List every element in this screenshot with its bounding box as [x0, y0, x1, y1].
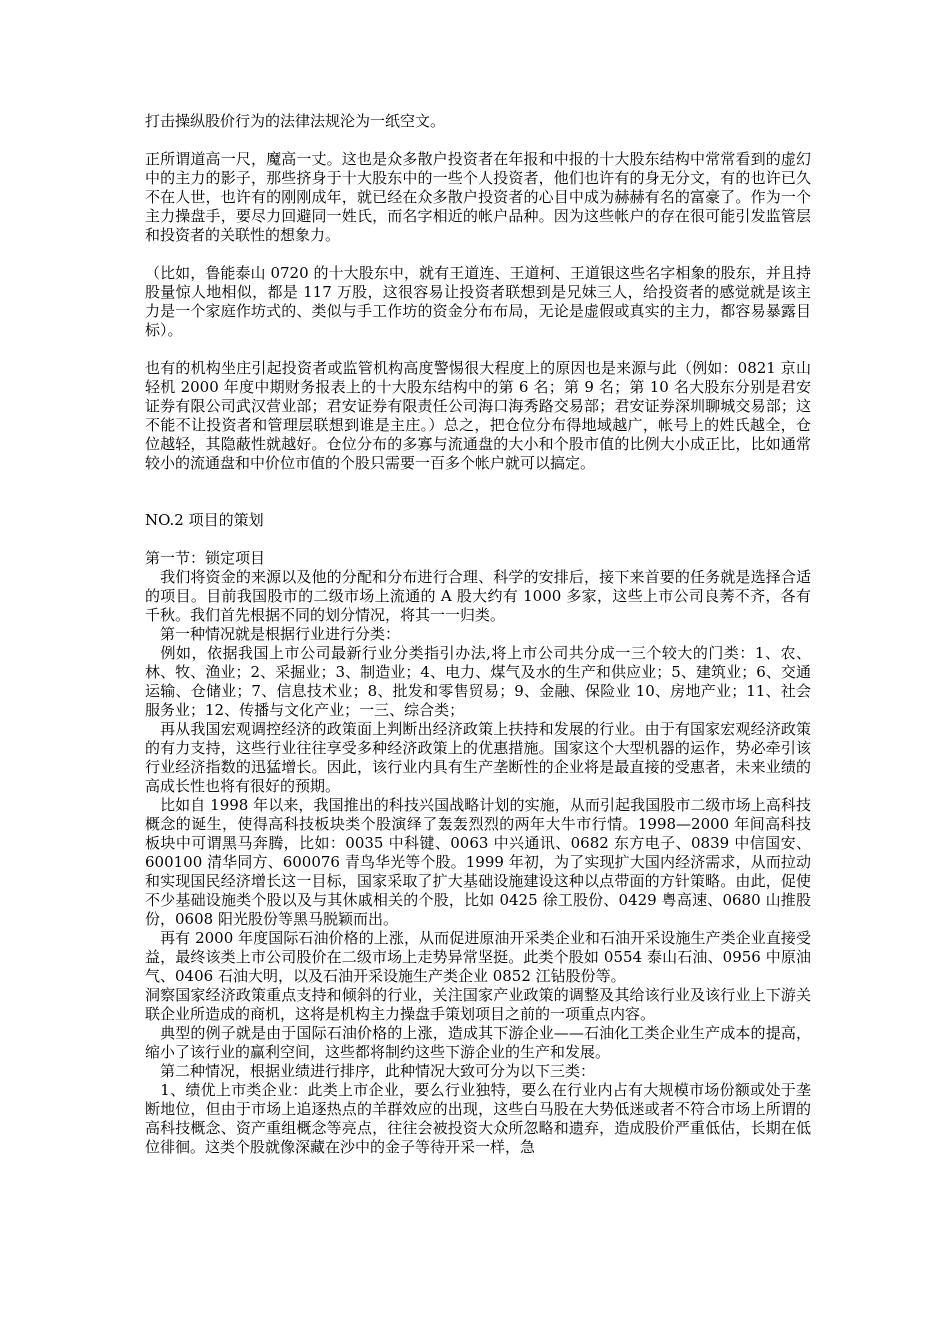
- paragraph-oil-price: 再有 2000 年度国际石油价格的上涨，从而促进原油开采类企业和石油开采设施生产类企业直接受益，最终该类上市公司股价在二级市场上走势异常坚挺。此类个股如 0554 泰山石油、0956 中原油气、0406 石油大明，以及石油开采设施生产类企业 0852 江钻股份等。: [145, 929, 811, 985]
- paragraph-shadow-main-force: 正所谓道高一尺，魔高一丈。这也是众多散户投资者在年报和中报的十大股东结构中常常看到的虚幻中的主力的影子，那些挤身于十大股东中的一些个人投资者，他们也许有的身无分文，有的也许已久不在人世，也许有的刚刚成年，就已经在众多散户投资者的心目中成为赫赫有名的富豪了。作为一个主力操盘手，要尽力回避同一姓氏，而名字相近的帐户品种。因为这些帐户的存在很可能引发监管层和投资者的关联性的想象力。: [145, 150, 811, 244]
- paragraph-intro-line: 打击操纵股价行为的法律法规沦为一纸空文。: [145, 112, 446, 130]
- paragraph-policy-insight: 洞察国家经济政策重点支持和倾斜的行业，关注国家产业政策的调整及其给该行业及该行业上下游关联企业所造成的商机，这将是机构主力操盘手策划项目之前的一项重点内容。: [145, 986, 811, 1023]
- section-heading: NO.2 项目的策划: [145, 511, 264, 529]
- paragraph-industry-classification: 第一种情况就是根据行业进行分类：: [145, 625, 401, 643]
- paragraph-downstream-example: 典型的例子就是由于国际石油价格的上涨，造成其下游企业——石油化工类企业生产成本的提高，缩小了该行业的赢利空间，这些都将制约这些下游企业的生产和发展。: [145, 1024, 811, 1061]
- paragraph-institution-example: 也有的机构坐庄引起投资者或监管机构高度警惕很大程度上的原因也是来源与此（例如：0821 京山轻机 2000 年度中期财务报表上的十大股东结构中的第 6 名；第 9 名；第 10 名大股东分别是君安证券有限公司武汉营业部；君安证券有限责任公司海口海秀路交易部；君安证券深圳聊城交易部；这不能不让投资者和管理层联想到谁是主庄。）总之，把仓位分布得地域越广，帐号上的姓氏越全，仓位越轻，其隐蔽性就越好。仓位分布的多寡与流通盘的大小和个股市值的比例大小成正比，比如通常较小的流通盘和中价位市值的个股只需要一百多个帐户就可以搞定。: [145, 359, 811, 472]
- subsection-heading: 第一节：锁定项目: [145, 549, 266, 567]
- paragraph-macro-policy: 再从我国宏观调控经济的政策面上判断出经济政策上扶持和发展的行业。由于有国家宏观经济政策的有力支持，这些行业往往享受多种经济政策上的优惠措施。国家这个大型机器的运作，势必牵引该行业经济指数的迅猛增长。因此，该行业内具有生产垄断性的企业将是最直接的受惠者，未来业绩的高成长性也将有很好的预期。: [145, 720, 811, 795]
- paragraph-tech-example: 比如自 1998 年以来，我国推出的科技兴国战略计划的实施，从而引起我国股市二级市场上高科技概念的诞生，使得高科技板块类个股演绎了轰轰烈烈的两年大牛市行情。1998—2000 年间高科技板块中可谓黑马奔腾，比如：0035 中科键、0063 中兴通讯、0682 东方电子、0839 中信国安、600100 清华同方、600076 青鸟华光等个股。1999 年初，为了实现扩大国内经济需求，从而拉动和实现国民经济增长这一目标，国家采取了扩大基础设施建设这种以点带面的方针策略。由此，促使不少基础设施类个股以及与其休戚相关的个股，比如 0425 徐工股份、0429 粤高速、0680 山推股份，0608 阳光股份等黑马脱颖而出。: [145, 796, 811, 928]
- paragraph-industry-list: 例如，依据我国上市公司最新行业分类指引办法,将上市公司共分成一三个较大的门类：1、农、林、牧、渔业；2、采掘业；3、制造业；4、电力、煤气及水的生产和供应业；5、建筑业；6、交通运输、仓储业；7、信息技术业；8、批发和零售贸易；9、金融、保险业 10、房地产业；11、社会服务业；12、传播与文化产业；一三、综合类；: [145, 644, 811, 719]
- paragraph-example-luneng: （比如，鲁能泰山 0720 的十大股东中，就有王道连、王道柯、王道银这些名字相象的股东，并且持股量惊人地相似，都是 117 万股，这很容易让投资者联想到是兄妹三人，给投资者的感觉就是该主力是一个家庭作坊式的、类似与手工作坊的资金分布布局，无论是虚假或真实的主力，都容易暴露目标）。: [145, 264, 811, 339]
- document-page: [145, 112, 811, 1157]
- paragraph-choose-project: 我们将资金的来源以及他的分配和分布进行合理、科学的安排后，接下来首要的任务就是选择合适的项目。目前我国股市的二级市场上流通的 A 股大约有 1000 多家，这些上市公司良莠不齐，各有千秋。我们首先根据不同的划分情况，将其一一归类。: [145, 568, 811, 624]
- paragraph-performance-ranking: 第二种情况，根据业绩进行排序，此种情况大致可分为以下三类：: [145, 1062, 596, 1080]
- paragraph-blue-chip: 1、绩优上市类企业：此类上市企业，要么行业独特，要么在行业内占有大规模市场份额或处于垄断地位，但由于市场上追逐热点的羊群效应的出现，这些白马股在大势低迷或者不符合市场上所谓的高科技概念、资产重组概念等亮点，往往会被投资大众所忽略和遗弃，造成股价严重低估，长期在低位徘徊。这类个股就像深藏在沙中的金子等待开采一样，急: [145, 1081, 811, 1156]
